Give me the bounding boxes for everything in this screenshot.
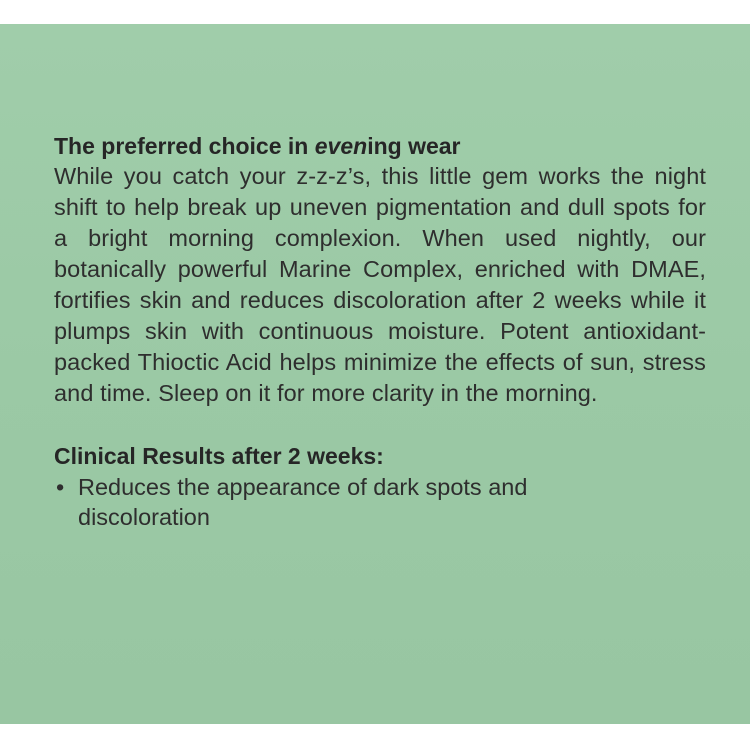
clinical-results-heading: Clinical Results after 2 weeks:	[54, 443, 384, 469]
evening-wear-heading	[54, 132, 706, 161]
product-description	[54, 132, 706, 532]
heading-suffix: ing wear	[367, 133, 461, 159]
bullet-mark: •	[56, 474, 65, 500]
clinical-result-item	[54, 472, 706, 532]
heading-prefix: The preferred choice in	[54, 133, 315, 159]
heading-emphasis: even	[314, 133, 368, 159]
clinical-results-section	[54, 442, 706, 532]
description-paragraph: While you catch your z-z-z’s, this little gem works the night shift to help break up uneven pigmentation and dull spots for a bright morning complexion. When used nightly, our botanically powerful Marine Complex, enriched with DMAE, fortifies skin and reduces discoloration after 2 weeks while it plumps skin with continuous moisture. Potent antioxidant-packed Thioctic Acid helps minimize the effects of sun, stress and time. Sleep on it for more clarity in the morning.	[54, 163, 706, 406]
clinical-result-text: Reduces the appearance of dark spots and discoloration	[78, 474, 528, 530]
